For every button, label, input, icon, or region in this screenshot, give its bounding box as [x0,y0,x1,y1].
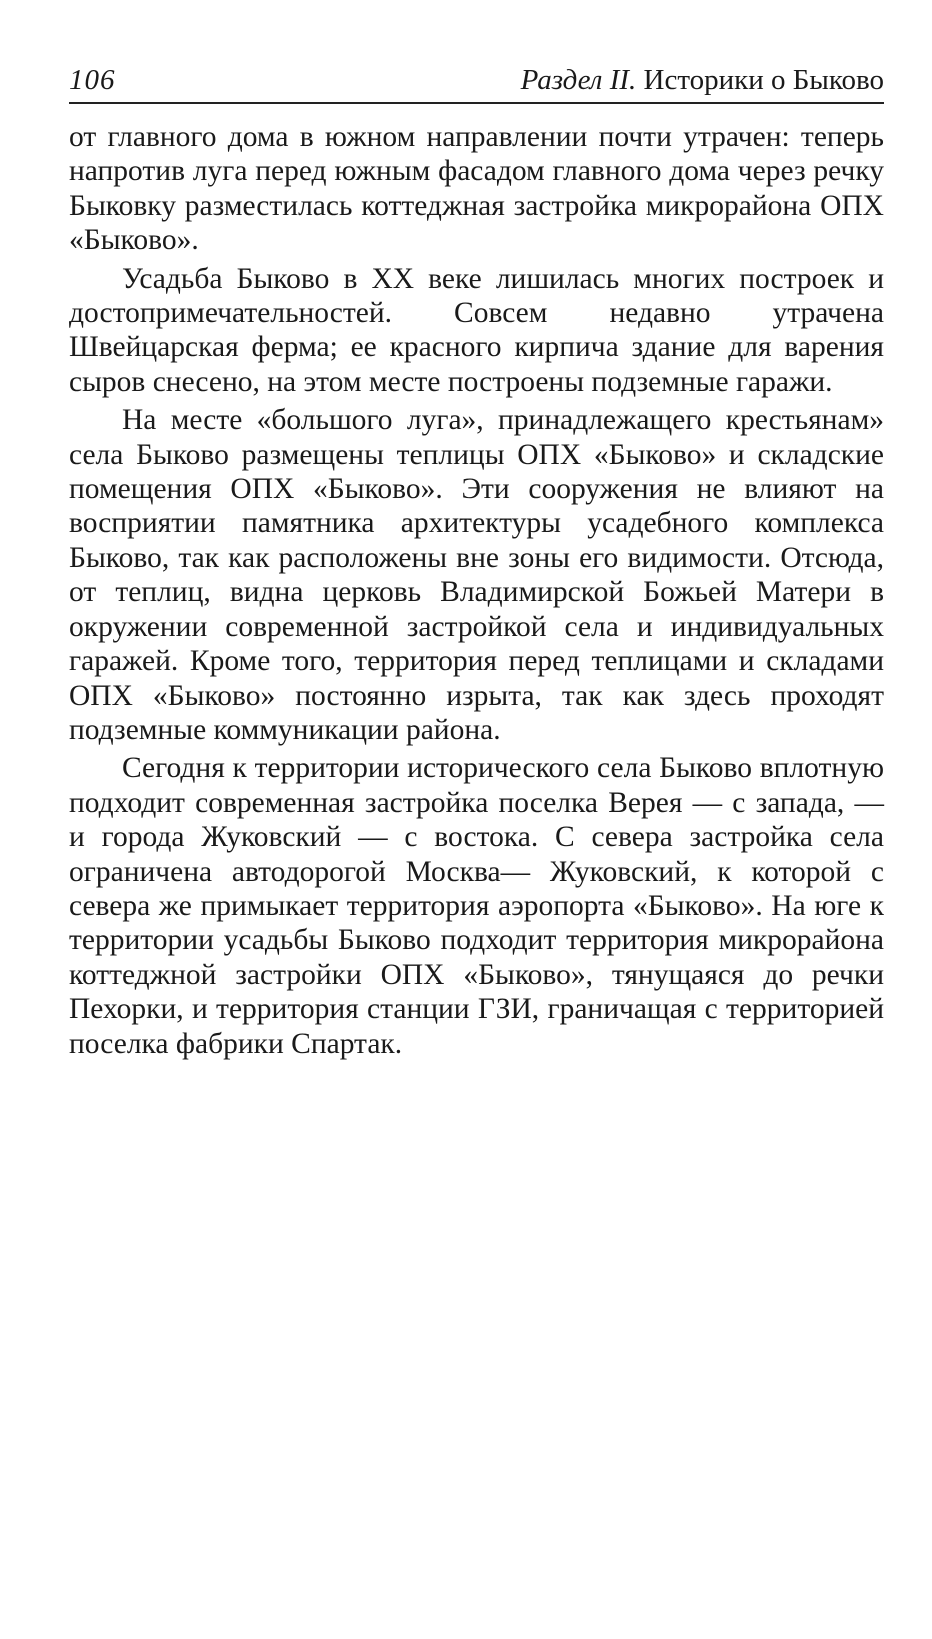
paragraph: На месте «большого луга», принадлежащего крестьянам» села Быково размещены теплицы ОПХ «Быково» и складские помещения ОПХ «Быково». Эти сооружения не влияют на восприятии памятника архитектуры усадебного комплекса Быково, так как расположены вне зоны его видимости. Отсюда, от теплиц, видна церковь Владимирской Божьей Матери в окружении современной застройкой села и индивидуальных гаражей. Кроме того, территория перед теплицами и складами ОПХ «Быково» постоянно изрыта, так как здесь проходят подземные коммуникации района. [69,404,884,746]
section-prefix: Раздел II. [520,64,637,96]
page-number: 106 [69,64,116,96]
section-title [521,64,884,97]
paragraph-continued: от главного дома в южном направлении почти утрачен: теперь напротив луга перед южным фасадом главного дома через речку Быковку разместилась коттеджная застройка микрорайона ОПХ «Быково». [69,121,884,257]
running-head [69,62,884,104]
book-page [69,62,884,1065]
body-text [69,120,884,1061]
section-title-text: Историки о Быково [643,64,884,96]
paragraph: Усадьба Быково в XX веке лишилась многих построек и достопримечательностей. Совсем недавно утрачена Швейцарская ферма; ее красного кирпича здание для варения сыров снесено, на этом месте построены подземные гаражи. [69,262,884,398]
paragraph: Сегодня к территории исторического села Быково вплотную подходит современная застройка поселка Верея — с запада, — и города Жуковский — с востока. С севера застройка села ограничена автодорогой Москва— Жуковский, к которой с севера же примыкает территория аэропорта «Быково». На юге к территории усадьбы Быково подходит территория микрорайона коттеджной застройки ОПХ «Быково», тянущаяся до речки Пехорки, и территория станции ГЗИ, граничащая с территорией поселка фабрики Спартак. [69,752,884,1060]
